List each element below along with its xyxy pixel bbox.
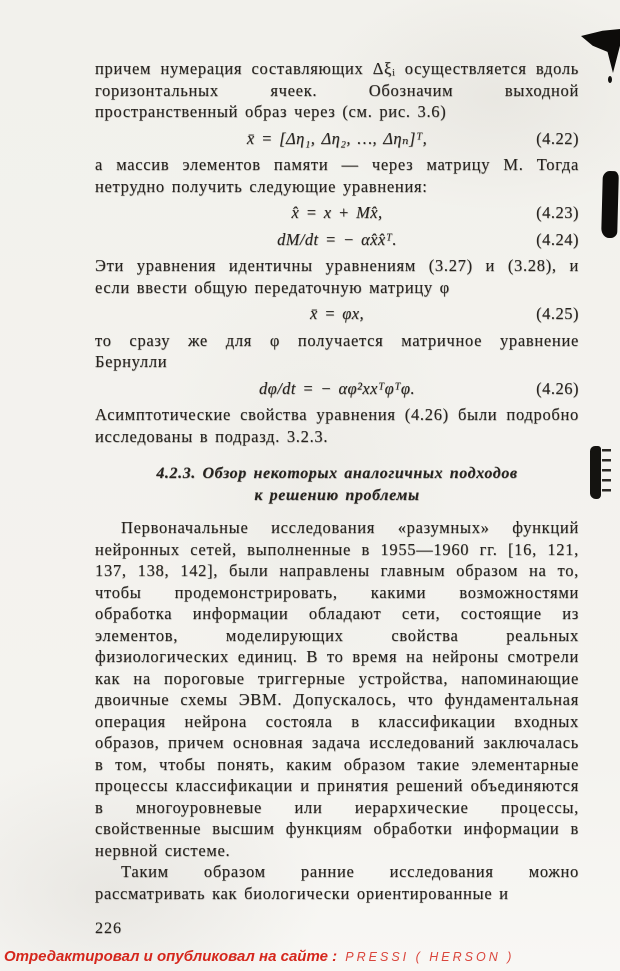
paragraph-takim-obrazom: Таким образом ранние исследования можно рассматривать как биологически ориентированные и (95, 862, 579, 903)
section-heading-line1: 4.2.3. Обзор некоторых аналогичных подходов (156, 465, 518, 482)
scan-artifact-corner (581, 29, 620, 73)
paragraph-eti-uravneniya: Эти уравнения идентичны уравнениям (3.27) и (3.28), и если ввести общую передаточную матрицу φ (95, 256, 579, 297)
equation-4-22-number: (4.22) (536, 128, 579, 148)
equation-4-24-number: (4.24) (536, 229, 579, 249)
scan-artifact-smudge-dashes (602, 449, 611, 497)
watermark-text: Отредактировал и опубликовал на сайте : (4, 948, 338, 965)
scan-artifact-smudge (590, 446, 601, 499)
page-number: 226 (95, 920, 122, 937)
text-column (95, 58, 579, 940)
paragraph-pervonachalnye: Первоначальные исследования «разумных» функций нейронных сетей, выполненные в 1955—1960 гг. [16, 121, 137, 138, 142], были направлены главным образом на то, чтобы продемонстрировать, какими возможностями обработка информации обладают сети, состоящие из элементов, моделирующих свойства реальных физиологических единиц. В то время на нейроны смотрели как на пороговые триггерные устройства, напоминающие двоичные схемы ЭВМ. Допускалось, что фундаментальная операция нейрона состояла в классификации входных образов, причем основная задача исследований заключалась в том, чтобы понять, каким образом такие элементарные процессы классификации и принятия решений объединяются в многоуровневые или иерархические процессы, свойственные высшим функциям обработки информации в нервной системе. (95, 518, 579, 860)
equation-4-24-body: dM/dt = − αx̂x̂ᵀ. (277, 229, 397, 249)
equation-4-25-number: (4.25) (536, 304, 579, 323)
equation-4-24 (95, 229, 579, 251)
equation-4-26-body: dφ/dt = − αφ²xxᵀφᵀφ. (259, 378, 415, 398)
equation-4-26 (95, 378, 579, 400)
equation-4-25 (95, 303, 579, 325)
equation-4-22 (95, 128, 579, 150)
paragraph-to-srazu: то сразу же для φ получается матричное уравнение Бернулли (95, 330, 579, 371)
paragraph-massiv: а массив элементов памяти — через матрицу M. Тогда нетрудно получить следующие уравнения: (95, 155, 579, 196)
equation-4-25-body: x̄ = φx, (309, 304, 365, 323)
equation-4-23-number: (4.23) (536, 203, 579, 222)
equation-4-22-body: x̄ = [Δη₁, Δη₂, …, Δηₙ]ᵀ, (246, 128, 428, 148)
equation-4-26-number: (4.26) (536, 378, 579, 398)
watermark-site-name: PRESSI ( HERSON ) (345, 950, 515, 964)
paragraph-top: причем нумерация составляющих Δξᵢ осуществляется вдоль горизонтальных ячеек. Обозначим выходной пространственный образ через (см. рис. 3.6) (95, 59, 579, 121)
section-heading-4-2-3 (95, 463, 579, 507)
scan-artifact-corner-dot (608, 76, 612, 83)
equation-4-23 (95, 202, 579, 224)
equation-4-23-body: x̂ = x + Mx̂, (291, 203, 383, 222)
watermark (4, 948, 514, 965)
scan-artifact-edge-bar (601, 171, 619, 238)
paragraph-asimptot: Асимптотические свойства уравнения (4.26) были подробно исследованы в подразд. 3.2.3. (95, 405, 579, 446)
section-heading-line2: к решению проблемы (254, 487, 420, 504)
